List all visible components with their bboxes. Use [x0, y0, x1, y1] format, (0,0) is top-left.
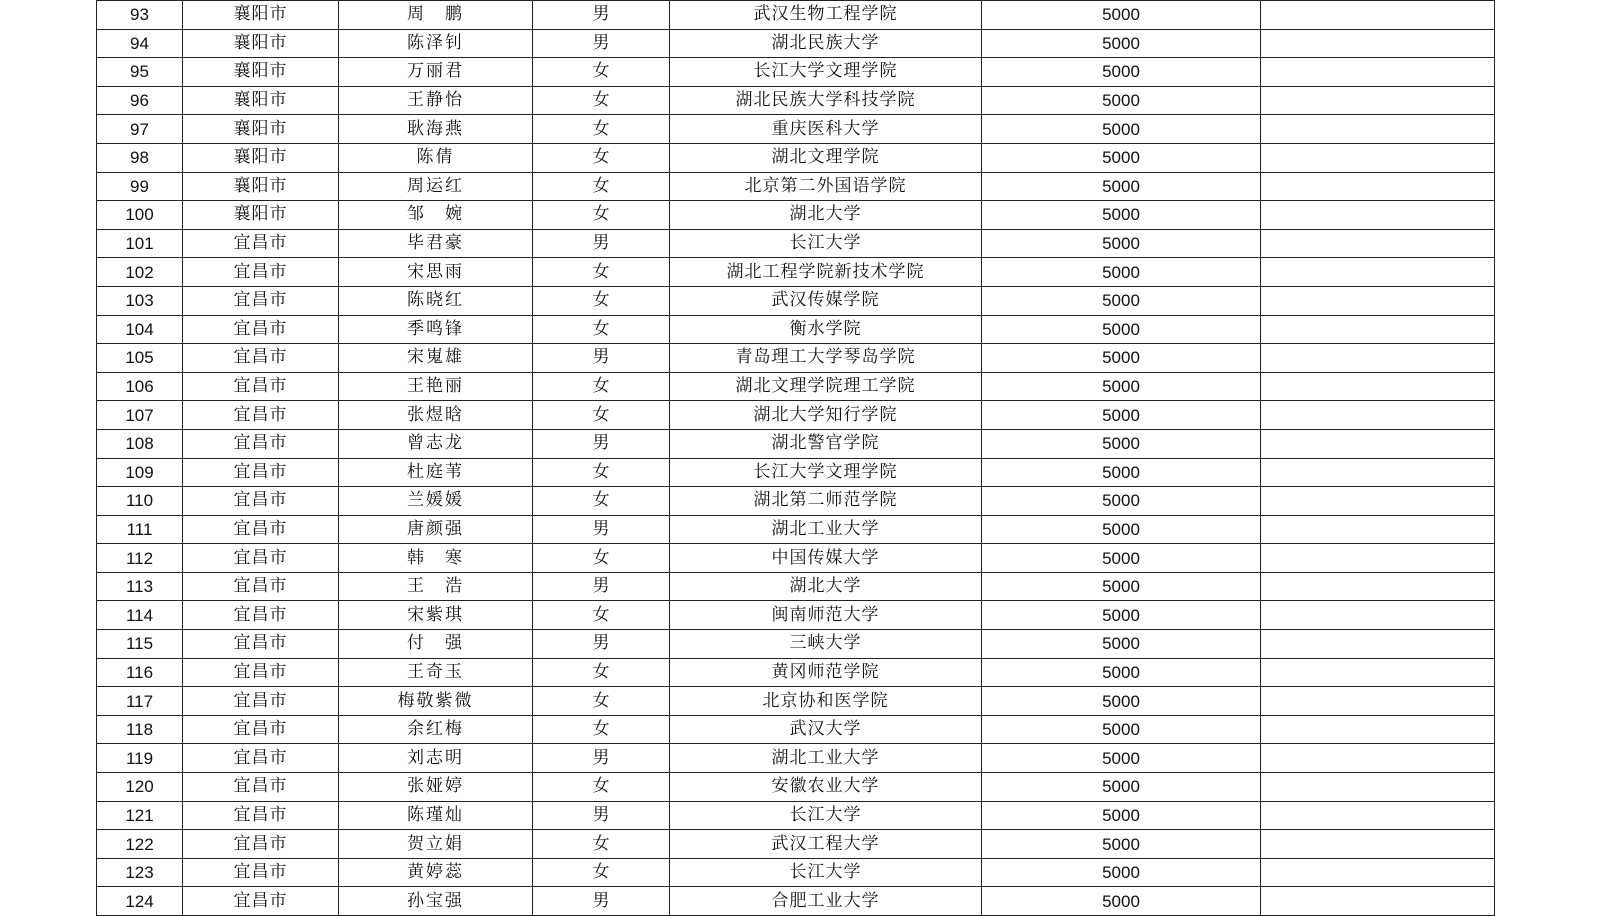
school-cell: 北京第二外国语学院	[670, 172, 982, 201]
amount-cell: 5000	[982, 801, 1261, 830]
school-cell: 湖北文理学院	[670, 143, 982, 172]
table-row	[97, 58, 1495, 87]
student-name-cell: 余红梅	[339, 715, 533, 744]
note-cell	[1261, 515, 1495, 544]
row-number-cell: 101	[97, 229, 183, 258]
row-number-cell: 123	[97, 858, 183, 887]
city-cell: 宜昌市	[183, 344, 339, 373]
row-number-cell: 108	[97, 429, 183, 458]
amount-cell: 5000	[982, 143, 1261, 172]
student-name-cell: 唐颜强	[339, 515, 533, 544]
gender-cell: 男	[533, 887, 670, 916]
table-row	[97, 658, 1495, 687]
school-cell: 长江大学	[670, 858, 982, 887]
amount-cell: 5000	[982, 201, 1261, 230]
gender-cell: 女	[533, 401, 670, 430]
student-name-cell: 张煜晗	[339, 401, 533, 430]
city-cell: 襄阳市	[183, 201, 339, 230]
student-name-cell: 王静怡	[339, 86, 533, 115]
note-cell	[1261, 286, 1495, 315]
table-row	[97, 172, 1495, 201]
row-number-cell: 111	[97, 515, 183, 544]
row-number-cell: 107	[97, 401, 183, 430]
amount-cell: 5000	[982, 58, 1261, 87]
gender-cell: 男	[533, 630, 670, 659]
student-name-cell: 宋思雨	[339, 258, 533, 287]
amount-cell: 5000	[982, 315, 1261, 344]
note-cell	[1261, 401, 1495, 430]
row-number-cell: 97	[97, 115, 183, 144]
amount-cell: 5000	[982, 115, 1261, 144]
table-row	[97, 887, 1495, 916]
note-cell	[1261, 544, 1495, 573]
row-number-cell: 99	[97, 172, 183, 201]
amount-cell: 5000	[982, 658, 1261, 687]
school-cell: 湖北第二师范学院	[670, 487, 982, 516]
amount-cell: 5000	[982, 830, 1261, 859]
note-cell	[1261, 658, 1495, 687]
student-name-cell: 陈泽钊	[339, 29, 533, 58]
row-number-cell: 114	[97, 601, 183, 630]
amount-cell: 5000	[982, 744, 1261, 773]
amount-cell: 5000	[982, 687, 1261, 716]
note-cell	[1261, 229, 1495, 258]
row-number-cell: 100	[97, 201, 183, 230]
table-row	[97, 201, 1495, 230]
student-name-cell: 韩 寒	[339, 544, 533, 573]
gender-cell: 女	[533, 715, 670, 744]
note-cell	[1261, 458, 1495, 487]
school-cell: 湖北文理学院理工学院	[670, 372, 982, 401]
amount-cell: 5000	[982, 630, 1261, 659]
row-number-cell: 121	[97, 801, 183, 830]
table-row	[97, 315, 1495, 344]
school-cell: 长江大学	[670, 801, 982, 830]
school-cell: 武汉生物工程学院	[670, 1, 982, 30]
gender-cell: 女	[533, 858, 670, 887]
student-name-cell: 周 鹏	[339, 1, 533, 30]
table-row	[97, 29, 1495, 58]
school-cell: 湖北大学知行学院	[670, 401, 982, 430]
amount-cell: 5000	[982, 401, 1261, 430]
school-cell: 中国传媒大学	[670, 544, 982, 573]
table-row	[97, 858, 1495, 887]
amount-cell: 5000	[982, 515, 1261, 544]
student-name-cell: 王奇玉	[339, 658, 533, 687]
note-cell	[1261, 1, 1495, 30]
school-cell: 武汉传媒学院	[670, 286, 982, 315]
table-row	[97, 401, 1495, 430]
table-row	[97, 86, 1495, 115]
city-cell: 襄阳市	[183, 86, 339, 115]
city-cell: 宜昌市	[183, 458, 339, 487]
city-cell: 宜昌市	[183, 658, 339, 687]
amount-cell: 5000	[982, 458, 1261, 487]
student-name-cell: 邹 婉	[339, 201, 533, 230]
note-cell	[1261, 315, 1495, 344]
amount-cell: 5000	[982, 86, 1261, 115]
student-name-cell: 陈倩	[339, 143, 533, 172]
gender-cell: 男	[533, 344, 670, 373]
gender-cell: 女	[533, 258, 670, 287]
school-cell: 合肥工业大学	[670, 887, 982, 916]
amount-cell: 5000	[982, 887, 1261, 916]
student-name-cell: 兰媛媛	[339, 487, 533, 516]
table-row	[97, 601, 1495, 630]
amount-cell: 5000	[982, 715, 1261, 744]
school-cell: 北京协和医学院	[670, 687, 982, 716]
note-cell	[1261, 201, 1495, 230]
student-name-cell: 王 浩	[339, 572, 533, 601]
gender-cell: 女	[533, 143, 670, 172]
school-cell: 湖北大学	[670, 572, 982, 601]
note-cell	[1261, 372, 1495, 401]
row-number-cell: 95	[97, 58, 183, 87]
row-number-cell: 112	[97, 544, 183, 573]
row-number-cell: 94	[97, 29, 183, 58]
city-cell: 宜昌市	[183, 315, 339, 344]
city-cell: 襄阳市	[183, 29, 339, 58]
school-cell: 三峡大学	[670, 630, 982, 659]
amount-cell: 5000	[982, 601, 1261, 630]
gender-cell: 女	[533, 86, 670, 115]
student-name-cell: 宋紫琪	[339, 601, 533, 630]
amount-cell: 5000	[982, 344, 1261, 373]
student-name-cell: 耿海燕	[339, 115, 533, 144]
student-name-cell: 黄婷蕊	[339, 858, 533, 887]
amount-cell: 5000	[982, 429, 1261, 458]
table-row	[97, 286, 1495, 315]
table-row	[97, 801, 1495, 830]
row-number-cell: 104	[97, 315, 183, 344]
amount-cell: 5000	[982, 372, 1261, 401]
amount-cell: 5000	[982, 1, 1261, 30]
city-cell: 宜昌市	[183, 544, 339, 573]
gender-cell: 女	[533, 286, 670, 315]
student-name-cell: 曾志龙	[339, 429, 533, 458]
note-cell	[1261, 258, 1495, 287]
city-cell: 宜昌市	[183, 887, 339, 916]
amount-cell: 5000	[982, 258, 1261, 287]
note-cell	[1261, 830, 1495, 859]
row-number-cell: 124	[97, 887, 183, 916]
gender-cell: 女	[533, 458, 670, 487]
city-cell: 宜昌市	[183, 773, 339, 802]
student-name-cell: 万丽君	[339, 58, 533, 87]
city-cell: 宜昌市	[183, 830, 339, 859]
school-cell: 黄冈师范学院	[670, 658, 982, 687]
gender-cell: 女	[533, 58, 670, 87]
city-cell: 襄阳市	[183, 172, 339, 201]
student-name-cell: 刘志明	[339, 744, 533, 773]
gender-cell: 男	[533, 515, 670, 544]
row-number-cell: 119	[97, 744, 183, 773]
note-cell	[1261, 487, 1495, 516]
student-name-cell: 梅敬紫微	[339, 687, 533, 716]
gender-cell: 女	[533, 372, 670, 401]
amount-cell: 5000	[982, 29, 1261, 58]
table-row	[97, 258, 1495, 287]
city-cell: 宜昌市	[183, 515, 339, 544]
gender-cell: 女	[533, 544, 670, 573]
student-name-cell: 杜庭苇	[339, 458, 533, 487]
student-name-cell: 陈晓红	[339, 286, 533, 315]
note-cell	[1261, 86, 1495, 115]
school-cell: 湖北警官学院	[670, 429, 982, 458]
row-number-cell: 96	[97, 86, 183, 115]
city-cell: 宜昌市	[183, 572, 339, 601]
amount-cell: 5000	[982, 229, 1261, 258]
school-cell: 湖北民族大学科技学院	[670, 86, 982, 115]
note-cell	[1261, 572, 1495, 601]
note-cell	[1261, 687, 1495, 716]
table-row	[97, 115, 1495, 144]
city-cell: 宜昌市	[183, 429, 339, 458]
gender-cell: 男	[533, 29, 670, 58]
city-cell: 襄阳市	[183, 115, 339, 144]
row-number-cell: 122	[97, 830, 183, 859]
note-cell	[1261, 429, 1495, 458]
table-row	[97, 830, 1495, 859]
note-cell	[1261, 115, 1495, 144]
city-cell: 襄阳市	[183, 143, 339, 172]
note-cell	[1261, 801, 1495, 830]
student-name-cell: 付 强	[339, 630, 533, 659]
school-cell: 武汉工程大学	[670, 830, 982, 859]
school-cell: 重庆医科大学	[670, 115, 982, 144]
row-number-cell: 93	[97, 1, 183, 30]
document-sheet	[96, 0, 1494, 916]
row-number-cell: 120	[97, 773, 183, 802]
note-cell	[1261, 29, 1495, 58]
amount-cell: 5000	[982, 858, 1261, 887]
row-number-cell: 115	[97, 630, 183, 659]
school-cell: 湖北大学	[670, 201, 982, 230]
roster-body	[97, 1, 1495, 916]
gender-cell: 男	[533, 572, 670, 601]
row-number-cell: 102	[97, 258, 183, 287]
note-cell	[1261, 744, 1495, 773]
scholarship-roster-table	[96, 0, 1495, 916]
amount-cell: 5000	[982, 172, 1261, 201]
gender-cell: 男	[533, 1, 670, 30]
gender-cell: 男	[533, 801, 670, 830]
student-name-cell: 贺立娟	[339, 830, 533, 859]
table-row	[97, 429, 1495, 458]
amount-cell: 5000	[982, 544, 1261, 573]
row-number-cell: 116	[97, 658, 183, 687]
row-number-cell: 98	[97, 143, 183, 172]
student-name-cell: 季鸣锋	[339, 315, 533, 344]
row-number-cell: 117	[97, 687, 183, 716]
table-row	[97, 773, 1495, 802]
student-name-cell: 孙宝强	[339, 887, 533, 916]
city-cell: 宜昌市	[183, 715, 339, 744]
amount-cell: 5000	[982, 286, 1261, 315]
table-row	[97, 715, 1495, 744]
school-cell: 闽南师范大学	[670, 601, 982, 630]
note-cell	[1261, 344, 1495, 373]
table-row	[97, 744, 1495, 773]
row-number-cell: 105	[97, 344, 183, 373]
note-cell	[1261, 858, 1495, 887]
gender-cell: 女	[533, 830, 670, 859]
student-name-cell: 周运红	[339, 172, 533, 201]
gender-cell: 女	[533, 172, 670, 201]
student-name-cell: 陈瑾灿	[339, 801, 533, 830]
city-cell: 宜昌市	[183, 286, 339, 315]
amount-cell: 5000	[982, 572, 1261, 601]
row-number-cell: 118	[97, 715, 183, 744]
student-name-cell: 张娅婷	[339, 773, 533, 802]
table-row	[97, 544, 1495, 573]
row-number-cell: 113	[97, 572, 183, 601]
note-cell	[1261, 172, 1495, 201]
note-cell	[1261, 773, 1495, 802]
city-cell: 宜昌市	[183, 258, 339, 287]
school-cell: 湖北工业大学	[670, 744, 982, 773]
row-number-cell: 110	[97, 487, 183, 516]
note-cell	[1261, 715, 1495, 744]
table-row	[97, 630, 1495, 659]
gender-cell: 女	[533, 487, 670, 516]
gender-cell: 女	[533, 687, 670, 716]
student-name-cell: 毕君豪	[339, 229, 533, 258]
note-cell	[1261, 601, 1495, 630]
gender-cell: 女	[533, 773, 670, 802]
city-cell: 宜昌市	[183, 487, 339, 516]
city-cell: 宜昌市	[183, 687, 339, 716]
note-cell	[1261, 58, 1495, 87]
table-row	[97, 572, 1495, 601]
gender-cell: 女	[533, 201, 670, 230]
school-cell: 青岛理工大学琴岛学院	[670, 344, 982, 373]
school-cell: 长江大学文理学院	[670, 458, 982, 487]
city-cell: 宜昌市	[183, 601, 339, 630]
city-cell: 宜昌市	[183, 401, 339, 430]
city-cell: 宜昌市	[183, 229, 339, 258]
city-cell: 宜昌市	[183, 744, 339, 773]
note-cell	[1261, 887, 1495, 916]
school-cell: 衡水学院	[670, 315, 982, 344]
city-cell: 宜昌市	[183, 801, 339, 830]
table-row	[97, 344, 1495, 373]
row-number-cell: 103	[97, 286, 183, 315]
school-cell: 湖北工业大学	[670, 515, 982, 544]
gender-cell: 女	[533, 115, 670, 144]
row-number-cell: 106	[97, 372, 183, 401]
city-cell: 襄阳市	[183, 58, 339, 87]
city-cell: 宜昌市	[183, 858, 339, 887]
table-row	[97, 372, 1495, 401]
school-cell: 安徽农业大学	[670, 773, 982, 802]
amount-cell: 5000	[982, 773, 1261, 802]
school-cell: 长江大学	[670, 229, 982, 258]
gender-cell: 女	[533, 315, 670, 344]
city-cell: 襄阳市	[183, 1, 339, 30]
student-name-cell: 宋嵬雄	[339, 344, 533, 373]
city-cell: 宜昌市	[183, 372, 339, 401]
amount-cell: 5000	[982, 487, 1261, 516]
row-number-cell: 109	[97, 458, 183, 487]
gender-cell: 女	[533, 658, 670, 687]
table-row	[97, 1, 1495, 30]
gender-cell: 女	[533, 601, 670, 630]
gender-cell: 男	[533, 229, 670, 258]
table-row	[97, 687, 1495, 716]
note-cell	[1261, 143, 1495, 172]
gender-cell: 男	[533, 744, 670, 773]
table-row	[97, 458, 1495, 487]
school-cell: 武汉大学	[670, 715, 982, 744]
note-cell	[1261, 630, 1495, 659]
table-row	[97, 487, 1495, 516]
table-row	[97, 229, 1495, 258]
gender-cell: 男	[533, 429, 670, 458]
school-cell: 长江大学文理学院	[670, 58, 982, 87]
table-row	[97, 515, 1495, 544]
table-row	[97, 143, 1495, 172]
school-cell: 湖北民族大学	[670, 29, 982, 58]
school-cell: 湖北工程学院新技术学院	[670, 258, 982, 287]
student-name-cell: 王艳丽	[339, 372, 533, 401]
city-cell: 宜昌市	[183, 630, 339, 659]
